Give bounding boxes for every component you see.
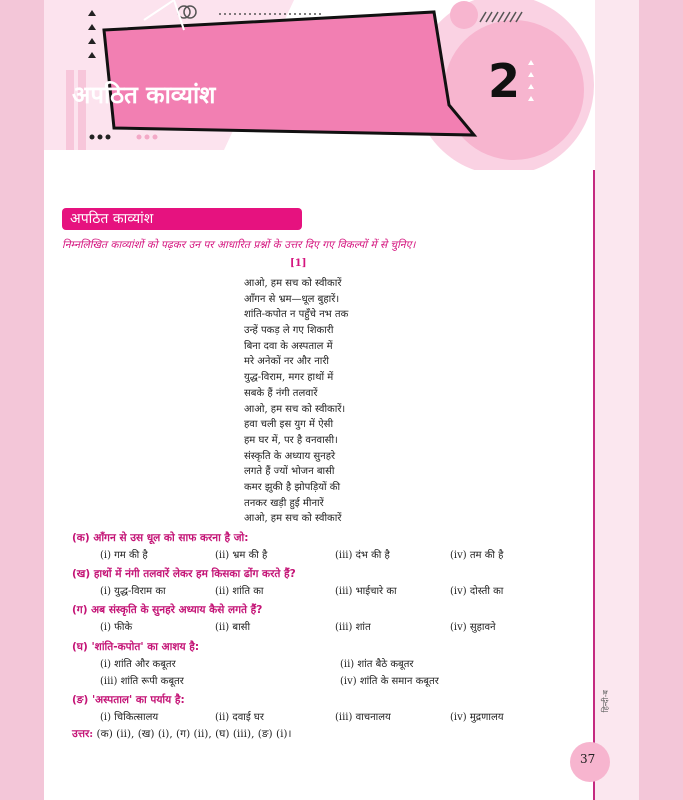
question-1-option-4: (iv) तम की है: [450, 550, 504, 561]
poem-line: आँगन से भ्रम—धूल बुहारें।: [244, 293, 340, 305]
right-margin: [595, 0, 639, 800]
poem: [244, 276, 348, 527]
question-5-option-1: (i) चिकित्सालय: [100, 712, 159, 723]
question-4-option-2: (ii) शांत बैठे कबूतर: [340, 659, 414, 670]
poem-line: हम घर में, पर है वनवासी।: [244, 434, 338, 446]
poem-line: हवा चली इस युग में ऐसी: [244, 419, 334, 431]
poem-line: शांति-कपोत न पहुँचे नभ तक: [244, 309, 349, 321]
question-2-option-2: (ii) शांति का: [215, 586, 264, 597]
poem-line: आओ, हम सच को स्वीकारें: [244, 513, 342, 525]
page-number: 37: [580, 752, 596, 766]
question-1-option-2: (ii) भ्रम की है: [215, 550, 268, 561]
poem-line: आओ, हम सच को स्वीकारें: [244, 278, 342, 289]
poem-line: संस्कृति के अध्याय सुनहरे: [244, 450, 336, 462]
question-2-option-4: (iv) दोस्ती का: [450, 586, 504, 597]
question-3-option-1: (i) फीके: [100, 622, 133, 633]
chapter-number: 2: [488, 54, 521, 108]
question-2-option-1: (i) युद्ध-विराम का: [100, 586, 166, 597]
poem-line: तनकर खड़ी हुई मीनारें: [244, 497, 324, 509]
question-1-option-3: (iii) दंभ की है: [335, 550, 390, 561]
question-3: (ग) अब संस्कृति के सुनहरे अध्याय कैसे लगते हैं?: [72, 604, 263, 616]
question-3-option-2: (ii) बासी: [215, 622, 251, 633]
question-3-option-3: (iii) शांत: [335, 622, 371, 633]
question-4-option-4: (iv) शांति के समान कबूतर: [340, 676, 439, 687]
answer-key: [72, 727, 292, 741]
question-3-option-4: (iv) सुहावने: [450, 622, 496, 633]
poem-line: उन्हें पकड़ ले गए शिकारी: [244, 325, 334, 337]
question-5-option-2: (ii) दवाई घर: [215, 712, 264, 723]
poem-line: आओ, हम सच को स्वीकारें।: [244, 403, 346, 415]
question-5-option-3: (iii) वाचनालय: [335, 712, 391, 723]
question-1: (क) आँगन से उस धूल को साफ करना है जो:: [72, 532, 249, 544]
question-5-option-4: (iv) मुद्रणालय: [450, 712, 504, 723]
poem-line: कमर झुकी है झोपड़ियों की: [244, 481, 341, 493]
poem-line: सबके हैं नंगी तलवारें: [244, 387, 318, 399]
answer-text: (क) (ii), (ख) (i), (ग) (ii), (घ) (iii), (ङ) (i)।: [96, 728, 292, 740]
chapter-title: अपठित काव्यांश: [72, 80, 216, 109]
question-2: (ख) हाथों में नंगी तलवारें लेकर हम किसका ढोंग करते हैं?: [72, 568, 296, 580]
section-title: अपठित काव्यांश: [70, 211, 154, 227]
question-5: (ङ) 'अस्पताल' का पर्याय है:: [72, 694, 185, 706]
answer-label: उत्तर:: [72, 728, 94, 740]
poem-line: लगते हैं ज्यों भोजन बासी: [244, 466, 335, 478]
question-4-option-3: (iii) शांति रूपी कबूतर: [100, 676, 184, 687]
question-4: (घ) 'शांति-कपोत' का आशय है:: [72, 641, 200, 653]
question-4-option-1: (i) शांति और कबूतर: [100, 659, 176, 670]
poem-line: बिना दवा के अस्पताल में: [244, 340, 333, 352]
instruction-text: निम्नलिखित काव्यांशों को पढ़कर उन पर आधारित प्रश्नों के उत्तर दिए गए विकल्पों में से चुनिए।: [62, 239, 416, 251]
poem-line: युद्ध-विराम, मगर हाथों में: [244, 372, 334, 384]
poem-line: मरे अनेकों नर और नारी: [244, 356, 330, 368]
poem-number: [1]: [290, 258, 307, 269]
side-label: हिन्दी-ब: [601, 690, 610, 713]
question-2-option-3: (iii) भाईचारे का: [335, 586, 397, 597]
question-1-option-1: (i) गम की है: [100, 550, 148, 561]
